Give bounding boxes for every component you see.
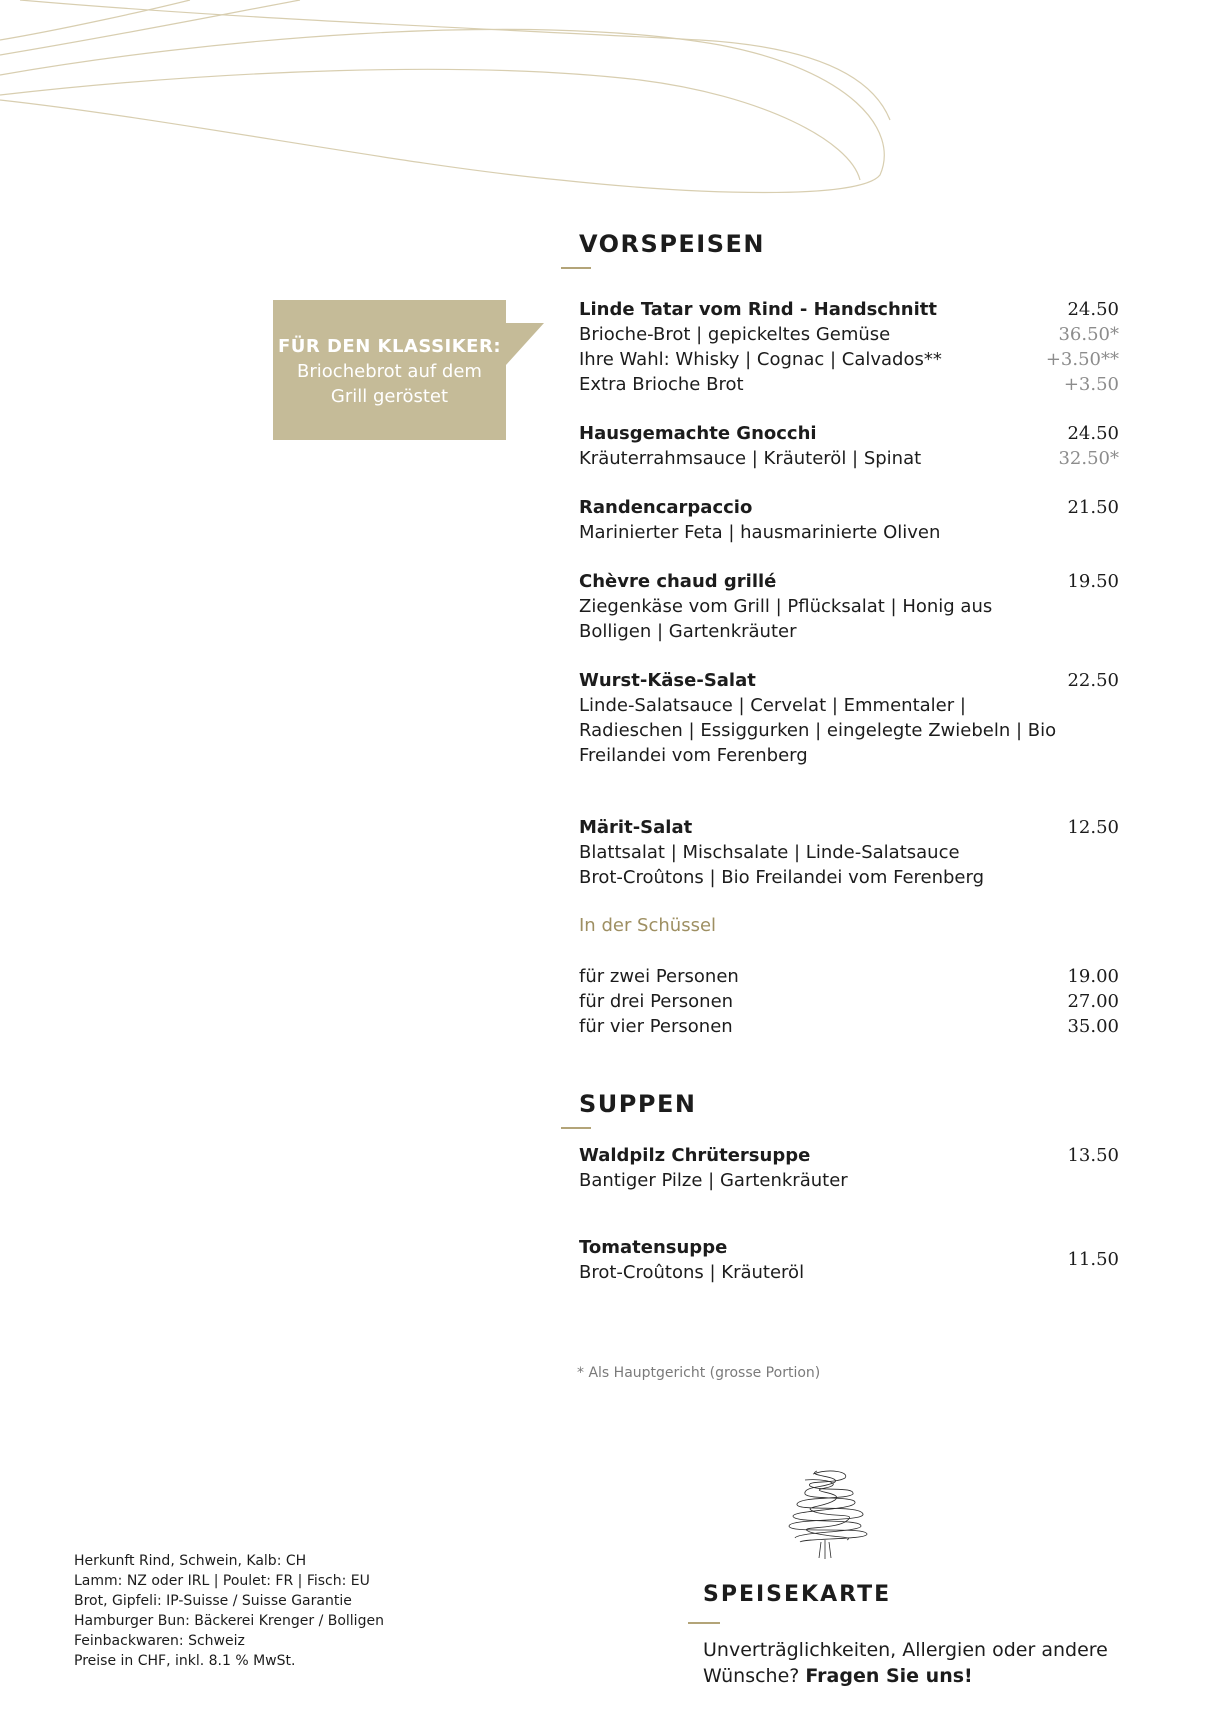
origin-line: Herkunft Rind, Schwein, Kalb: CH [74, 1553, 307, 1569]
section-rule [561, 267, 591, 269]
footnote: * Als Hauptgericht (grosse Portion) [577, 1365, 821, 1381]
item-description: Bantiger Pilze | Gartenkräuter [579, 1170, 848, 1191]
menu-item-randencarpaccio [579, 495, 1119, 545]
item-description: Extra Brioche Brot [579, 374, 744, 395]
item-description: Freilandei vom Ferenberg [579, 745, 808, 766]
item-price: 24.50 [1067, 423, 1119, 444]
portion-label: für zwei Personen [579, 966, 739, 987]
sub-heading-schuessel: In der Schüssel [579, 915, 717, 936]
menu-item-tomatensuppe [579, 1235, 1119, 1285]
item-price: 13.50 [1067, 1145, 1119, 1166]
allergy-note-line2: Wünsche? [703, 1665, 806, 1687]
allergy-note-line1: Unverträglichkeiten, Allergien oder andere [703, 1639, 1108, 1661]
origin-line: Feinbackwaren: Schweiz [74, 1633, 245, 1649]
menu-item-tatar [579, 297, 1119, 397]
item-name: Wurst-Käse-Salat [579, 670, 756, 691]
item-price: 22.50 [1067, 670, 1119, 691]
section-rule [561, 1127, 591, 1129]
menu-item-chevre-chaud [579, 569, 1119, 644]
tag-text-line1: Briochebrot auf dem [297, 361, 482, 382]
allergy-note [703, 1637, 1108, 1689]
item-description: Marinierter Feta | hausmarinierte Oliven [579, 522, 941, 543]
brand-rule [688, 1622, 720, 1624]
portion-price: 19.00 [1067, 966, 1119, 987]
origin-line: Preise in CHF, inkl. 8.1 % MwSt. [74, 1653, 296, 1669]
tag-title: FÜR DEN KLASSIKER: [277, 336, 502, 357]
item-price: 21.50 [1067, 497, 1119, 518]
item-name: Linde Tatar vom Rind - Handschnitt [579, 299, 937, 320]
item-price: 12.50 [1067, 817, 1119, 838]
origin-line: Brot, Gipfeli: IP-Suisse / Suisse Garantie [74, 1593, 352, 1609]
item-name: Märit-Salat [579, 817, 693, 838]
origin-line: Hamburger Bun: Bäckerei Krenger / Bolligen [74, 1613, 384, 1629]
item-price-main: 36.50* [1058, 324, 1119, 345]
portion-label: für vier Personen [579, 1016, 733, 1037]
classic-tag [273, 300, 506, 440]
tag-pointer [506, 323, 544, 365]
origin-info [74, 1551, 384, 1671]
menu-item-waldpilz [579, 1143, 1119, 1193]
item-description: Bolligen | Gartenkräuter [579, 621, 797, 642]
item-description: Blattsalat | Mischsalate | Linde-Salatsauce [579, 842, 960, 863]
item-description: Brot-Croûtons | Bio Freilandei vom Ferenberg [579, 867, 985, 888]
portion-label: für drei Personen [579, 991, 734, 1012]
allergy-note-cta: Fragen Sie uns! [805, 1665, 973, 1687]
item-price: 19.50 [1067, 571, 1119, 592]
item-price: 11.50 [1067, 1249, 1119, 1270]
tag-text-line2: Grill geröstet [330, 386, 449, 407]
tree-logo-icon [775, 1466, 875, 1561]
origin-line: Lamm: NZ oder IRL | Poulet: FR | Fisch: EU [74, 1573, 370, 1589]
item-price-extra: +3.50** [1045, 349, 1119, 370]
menu-item-gnocchi [579, 421, 1119, 471]
menu-item-wurst-kaese-salat [579, 668, 1119, 768]
item-price: 24.50 [1067, 299, 1119, 320]
item-name: Randencarpaccio [579, 497, 753, 518]
section-title-suppen: SUPPEN [579, 1090, 697, 1118]
item-description: Ihre Wahl: Whisky | Cognac | Calvados** [579, 349, 942, 370]
brand-title: SPEISEKARTE [703, 1582, 892, 1607]
schuessel-price-list [579, 964, 1119, 1039]
item-price-main: 32.50* [1058, 448, 1119, 469]
item-description: Ziegenkäse vom Grill | Pflücksalat | Honig aus [579, 596, 993, 617]
item-name: Hausgemachte Gnocchi [579, 423, 817, 444]
portion-price: 35.00 [1067, 1016, 1119, 1037]
decorative-swoosh-lines [0, 0, 900, 200]
section-title-vorspeisen: VORSPEISEN [579, 230, 765, 258]
item-description: Brot-Croûtons | Kräuteröl [579, 1262, 805, 1283]
item-description: Kräuterrahmsauce | Kräuteröl | Spinat [579, 448, 922, 469]
item-description: Brioche-Brot | gepickeltes Gemüse [579, 324, 891, 345]
item-name: Waldpilz Chrütersuppe [579, 1145, 811, 1166]
item-price-extra: +3.50 [1063, 374, 1119, 395]
item-name: Chèvre chaud grillé [579, 571, 777, 592]
menu-item-marit-salat [579, 815, 1119, 890]
portion-price: 27.00 [1067, 991, 1119, 1012]
item-description: Radieschen | Essiggurken | eingelegte Zwiebeln | Bio [579, 720, 1057, 741]
item-description: Linde-Salatsauce | Cervelat | Emmentaler | [579, 695, 966, 716]
item-name: Tomatensuppe [579, 1237, 728, 1258]
